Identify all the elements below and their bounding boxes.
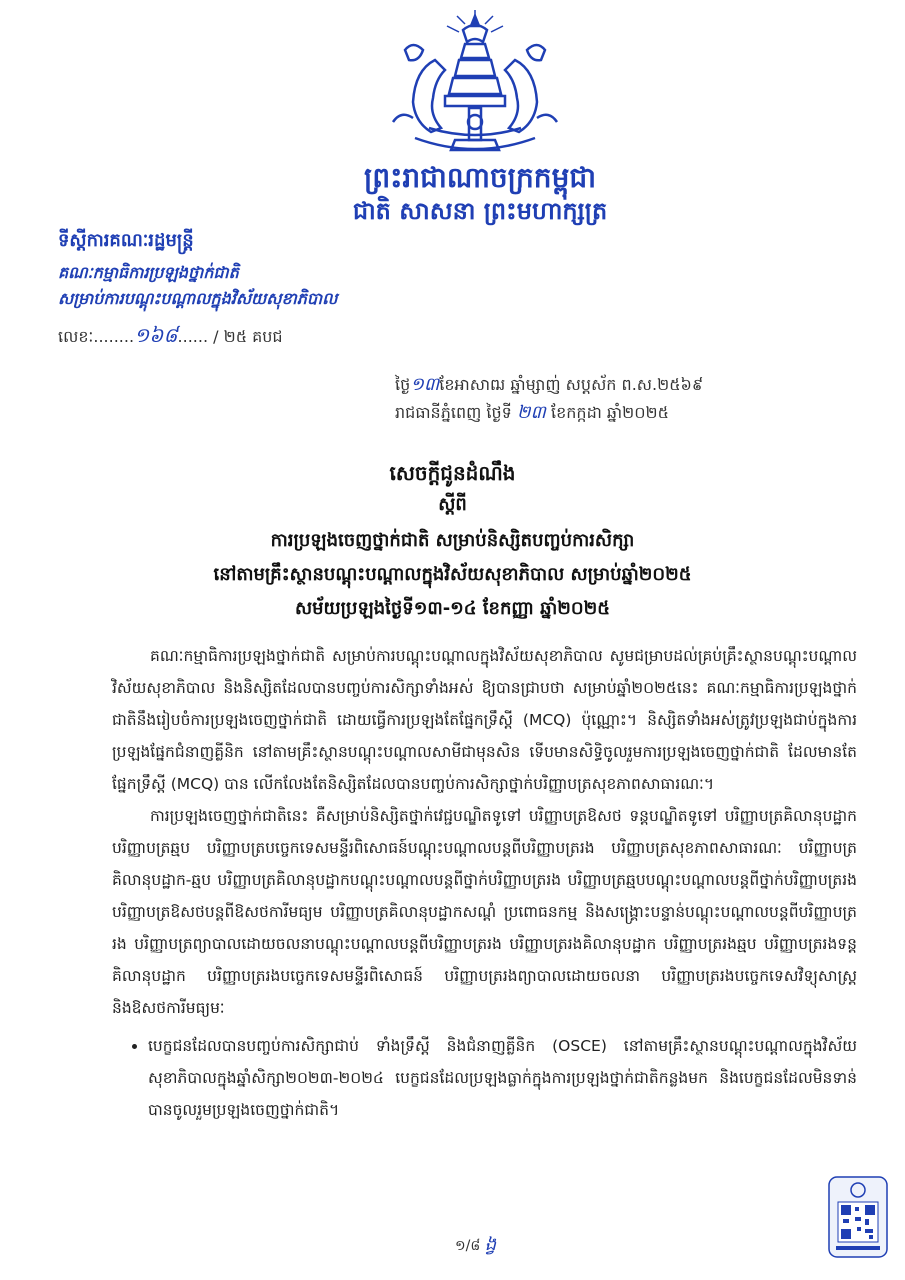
- committee-scope: សម្រាប់ការបណ្តុះបណ្តាលក្នុងវិស័យសុខាភិបាល: [58, 289, 338, 308]
- solar-date-rest: ខែកក្កដា ឆ្នាំ២០២៥: [551, 403, 669, 422]
- body-paragraph: ការប្រឡងចេញថ្នាក់ជាតិនេះ គឺសម្រាប់និស្សិតថ្នាក់វេជ្ជបណ្ឌិតទូទៅ បរិញ្ញាបត្រឱសថ ទន្តបណ្ឌិតទូទៅ បរិញ្ញាបត្រគិលានុបដ្ឋាក បរិញ្ញាបត្រឆ្មប បរិញ្ញាបត្របច្ចេកទេសមន្ទីរពិសោធន៍បណ្តុះបណ្តាលបន្តពីបរិញ្ញាបត្ររង បរិញ្ញាបត្រសុខភាពសាធារណៈ បរិញ្ញាបត្រគិលានុបដ្ឋាក-ឆ្មប បរិញ្ញាបត្រគិលានុបដ្ឋាកបណ្តុះបណ្តាលបន្តពីថ្នាក់បរិញ្ញាបត្ររង បរិញ្ញាបត្រឆ្មបបណ្តុះបណ្តាលបន្តពីថ្នាក់បរិញ្ញាបត្ររង បរិញ្ញាបត្រឱសថបន្តពីឱសថការីមធ្យម បរិញ្ញាបត្រគិលានុបដ្ឋាកសណ្តំ ប្រពោធនកម្ម និងសង្គ្រោះបន្ទាន់បណ្តុះបណ្តាលបន្តពីបរិញ្ញាបត្ររង បរិញ្ញាបត្រព្យាបាលដោយចលនាបណ្តុះបណ្តាលបន្តពីបរិញ្ញាបត្ររង បរិញ្ញាបត្ររងគិលានុបដ្ឋាក បរិញ្ញាបត្ររងឆ្មប បរិញ្ញាបត្ររងទន្តគិលានុបដ្ឋាក បរិញ្ញាបត្ររងបច្ចេកទេសមន្ទីរពិសោធន៍ បរិញ្ញាបត្ររងព្យាបាលដោយចលនា បរិញ្ញាបត្ររងបច្ចេកទេសវិទ្យុសាស្ត្រ និងឱសថការីមធ្យមៈ: [112, 807, 857, 1017]
- office-name: ទីស្តីការគណៈរដ្ឋមន្ត្រី: [58, 230, 194, 251]
- notice-subject-line3: សម័យប្រឡងថ្ងៃទី១៣-១៤ ខែកញ្ញា ឆ្នាំ២០២៥: [294, 598, 611, 619]
- notice-subject-line2: នៅតាមគ្រឹះស្ថានបណ្តុះបណ្តាលក្នុងវិស័យសុខាភិបាល សម្រាប់ឆ្នាំ២០២៥: [213, 564, 692, 585]
- page-number-text: ១/៨: [455, 1238, 481, 1254]
- kingdom-motto: ជាតិ សាសនា ព្រះមហាក្សត្រ: [352, 197, 608, 225]
- eligibility-list: [112, 1030, 857, 1126]
- solar-date: [395, 400, 669, 427]
- lunar-date-handwritten-day: ១៣: [410, 374, 440, 395]
- lunar-date-rest: ខែអាសាឍ ឆ្នាំម្សាញ់ សប្តស័ក ព.ស.២៥៦៩: [439, 375, 704, 394]
- lunar-date: [395, 372, 703, 399]
- page-number: [455, 1232, 496, 1259]
- list-item: • បេក្ខជនដែលបានបញ្ចប់ការសិក្សាជាប់ ទាំងទ្រឹស្តី និងជំនាញគ្លីនិក (OSCE) នៅតាមគ្រឹះស្ថានបណ្តុះបណ្តាលក្នុងវិស័យសុខាភិបាលក្នុងឆ្នាំសិក្សា២០២៣-២០២៤ បេក្ខជនដែលប្រឡងធ្លាក់ក្នុងការប្រឡងថ្នាក់ជាតិកន្លងមក និងបេក្ខជនដែលមិនទាន់បានចូលរួមប្រឡងចេញថ្នាក់ជាតិ។: [148, 1030, 857, 1126]
- notice-subject-line1: ការប្រឡងចេញថ្នាក់ជាតិ សម្រាប់និស្សិតបញ្ចប់ការសិក្សា: [270, 530, 635, 551]
- reference-suffix: ...... / ២៥ គបជ: [177, 327, 283, 346]
- notice-body: [112, 640, 857, 1024]
- committee-name: គណៈកម្មាធិការប្រឡងថ្នាក់ជាតិ: [58, 263, 239, 282]
- qr-code-icon: [828, 1176, 888, 1258]
- reference-handwritten-number: ១៦៨: [134, 323, 178, 347]
- notice-title: សេចក្តីជូនដំណឹង: [389, 461, 516, 485]
- lunar-date-prefix: ថ្ងៃ: [395, 375, 411, 394]
- body-paragraph: គណៈកម្មាធិការប្រឡងថ្នាក់ជាតិ សម្រាប់ការបណ្តុះបណ្តាលក្នុងវិស័យសុខាភិបាល សូមជម្រាបដល់គ្រប់គ្រឹះស្ថានបណ្តុះបណ្តាលវិស័យសុខាភិបាល និងនិស្សិតដែលបានបញ្ចប់ការសិក្សាទាំងអស់ ឱ្យបានជ្រាបថា សម្រាប់ឆ្នាំ២០២៥នេះ គណៈកម្មាធិការប្រឡងថ្នាក់ជាតិនឹងរៀបចំការប្រឡងចេញថ្នាក់ជាតិ ដោយធ្វើការប្រឡងតែផ្នែកទ្រឹស្តី (MCQ) ប៉ុណ្ណោះ។ និស្សិតទាំងអស់ត្រូវប្រឡងជាប់ក្នុងការប្រឡងផ្នែកជំនាញគ្លីនិក នៅតាមគ្រឹះស្ថានបណ្តុះបណ្តាលសាមីជាមុនសិន ទើបមានសិទ្ធិចូលរួមការប្រឡងចេញថ្នាក់ជាតិ ដែលមានតែផ្នែកទ្រឹស្តី (MCQ) បាន លើកលែងតែនិស្សិតដែលបានបញ្ចប់ការសិក្សាថ្នាក់បរិញ្ញាបត្រសុខភាពសាធារណៈ។: [112, 647, 857, 793]
- solar-date-handwritten-day: ២៣: [516, 402, 546, 423]
- kingdom-title: ព្រះរាជាណាចក្រកម្ពុជា: [363, 161, 596, 194]
- solar-date-prefix: រាជធានីភ្នំពេញ ថ្ងៃទី: [395, 403, 512, 422]
- notice-subject-label: ស្តីពី: [438, 494, 467, 515]
- reference-prefix: លេខៈ........: [58, 327, 135, 346]
- page-initials: ង្វ: [484, 1234, 497, 1255]
- reference-number: [58, 322, 283, 352]
- royal-emblem-icon: [385, 10, 565, 160]
